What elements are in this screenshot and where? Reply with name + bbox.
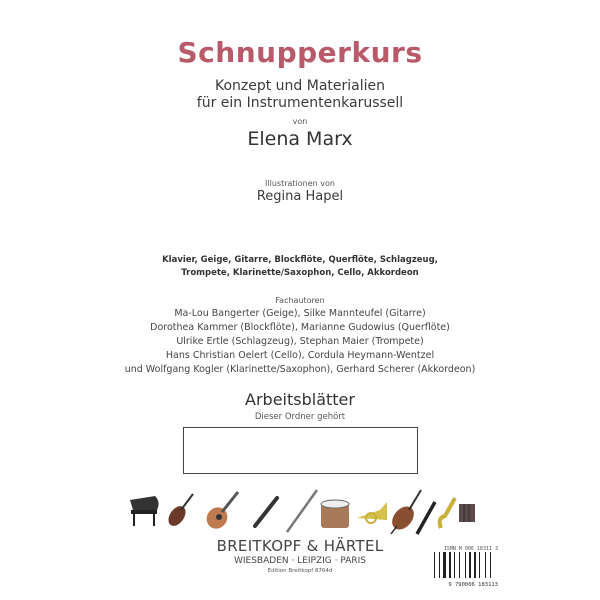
- edition-number: Edition Breitkopf 8764d: [267, 568, 333, 574]
- drum-icon: [321, 500, 349, 528]
- owner-name-box[interactable]: [183, 427, 418, 474]
- worksheets-heading: Arbeitsblätter: [245, 390, 355, 409]
- barcode-bar: [454, 552, 455, 578]
- by-label: von: [292, 117, 308, 126]
- ismn-text: ISMN M 006 18311 3: [443, 546, 498, 552]
- barcode-bar: [434, 552, 435, 578]
- illustrations-label: Illustrationen von: [265, 179, 335, 188]
- instrument-list-line: Trompete, Klarinette/Saxophon, Cello, Akkordeon: [181, 268, 419, 278]
- barcode-bar: [490, 552, 491, 578]
- barcode-bar: [474, 552, 476, 578]
- publisher-name: BREITKOPF & HÄRTEL: [216, 537, 384, 555]
- violin-icon: [165, 494, 193, 529]
- barcode-bar: [449, 552, 451, 578]
- illustrator-name: Regina Hapel: [256, 189, 344, 204]
- contributor-line: Dorothea Kammer (Blockflöte), Marianne Gudowius (Querflöte): [150, 322, 450, 333]
- barcode-bar: [439, 552, 440, 578]
- barcode: [428, 546, 498, 588]
- instrument-illustrations: [125, 488, 475, 538]
- barcode-bar: [465, 552, 466, 578]
- contributor-line: Ma-Lou Bangerter (Geige), Silke Mannteufel (Gitarre): [174, 308, 426, 319]
- book-title: Schnupperkurs: [177, 36, 423, 69]
- instrument-list-line: Klavier, Geige, Gitarre, Blockflöte, Querflöte, Schlagzeug,: [162, 255, 438, 265]
- barcode-bar: [479, 552, 480, 578]
- saxophone-icon: [440, 498, 455, 528]
- contributor-line: Hans Christian Oelert (Cello), Cordula Heymann-Wentzel: [165, 350, 435, 361]
- author-name: Elena Marx: [247, 128, 353, 150]
- subtitle-line: Konzept und Materialien: [214, 78, 386, 94]
- cello-icon: [388, 490, 421, 534]
- subtitle-line: für ein Instrumentenkarussell: [196, 95, 404, 111]
- contributor-line: Ulrike Ertle (Schlagzeug), Stephan Maier (Trompete): [176, 336, 424, 347]
- barcode-bar: [459, 552, 460, 578]
- accordion-icon: [459, 504, 475, 522]
- barcode-bar: [485, 552, 486, 578]
- trumpet-icon: [357, 502, 387, 523]
- contributors-label: Fachautoren: [275, 296, 325, 305]
- clarinet-icon: [417, 502, 435, 534]
- recorder-icon: [255, 498, 277, 526]
- publisher-cities: WIESBADEN · LEIPZIG · PARIS: [233, 556, 366, 566]
- flute-icon: [287, 490, 317, 532]
- barcode-bars: [428, 552, 498, 578]
- barcode-number: 9 790006 183113: [448, 582, 498, 588]
- barcode-bar: [443, 552, 446, 578]
- owner-label: Dieser Ordner gehört: [254, 412, 346, 422]
- piano-icon: [130, 496, 159, 526]
- contributor-line: und Wolfgang Kogler (Klarinette/Saxophon), Gerhard Scherer (Akkordeon): [124, 364, 476, 375]
- guitar-icon: [202, 492, 238, 533]
- barcode-bar: [469, 552, 471, 578]
